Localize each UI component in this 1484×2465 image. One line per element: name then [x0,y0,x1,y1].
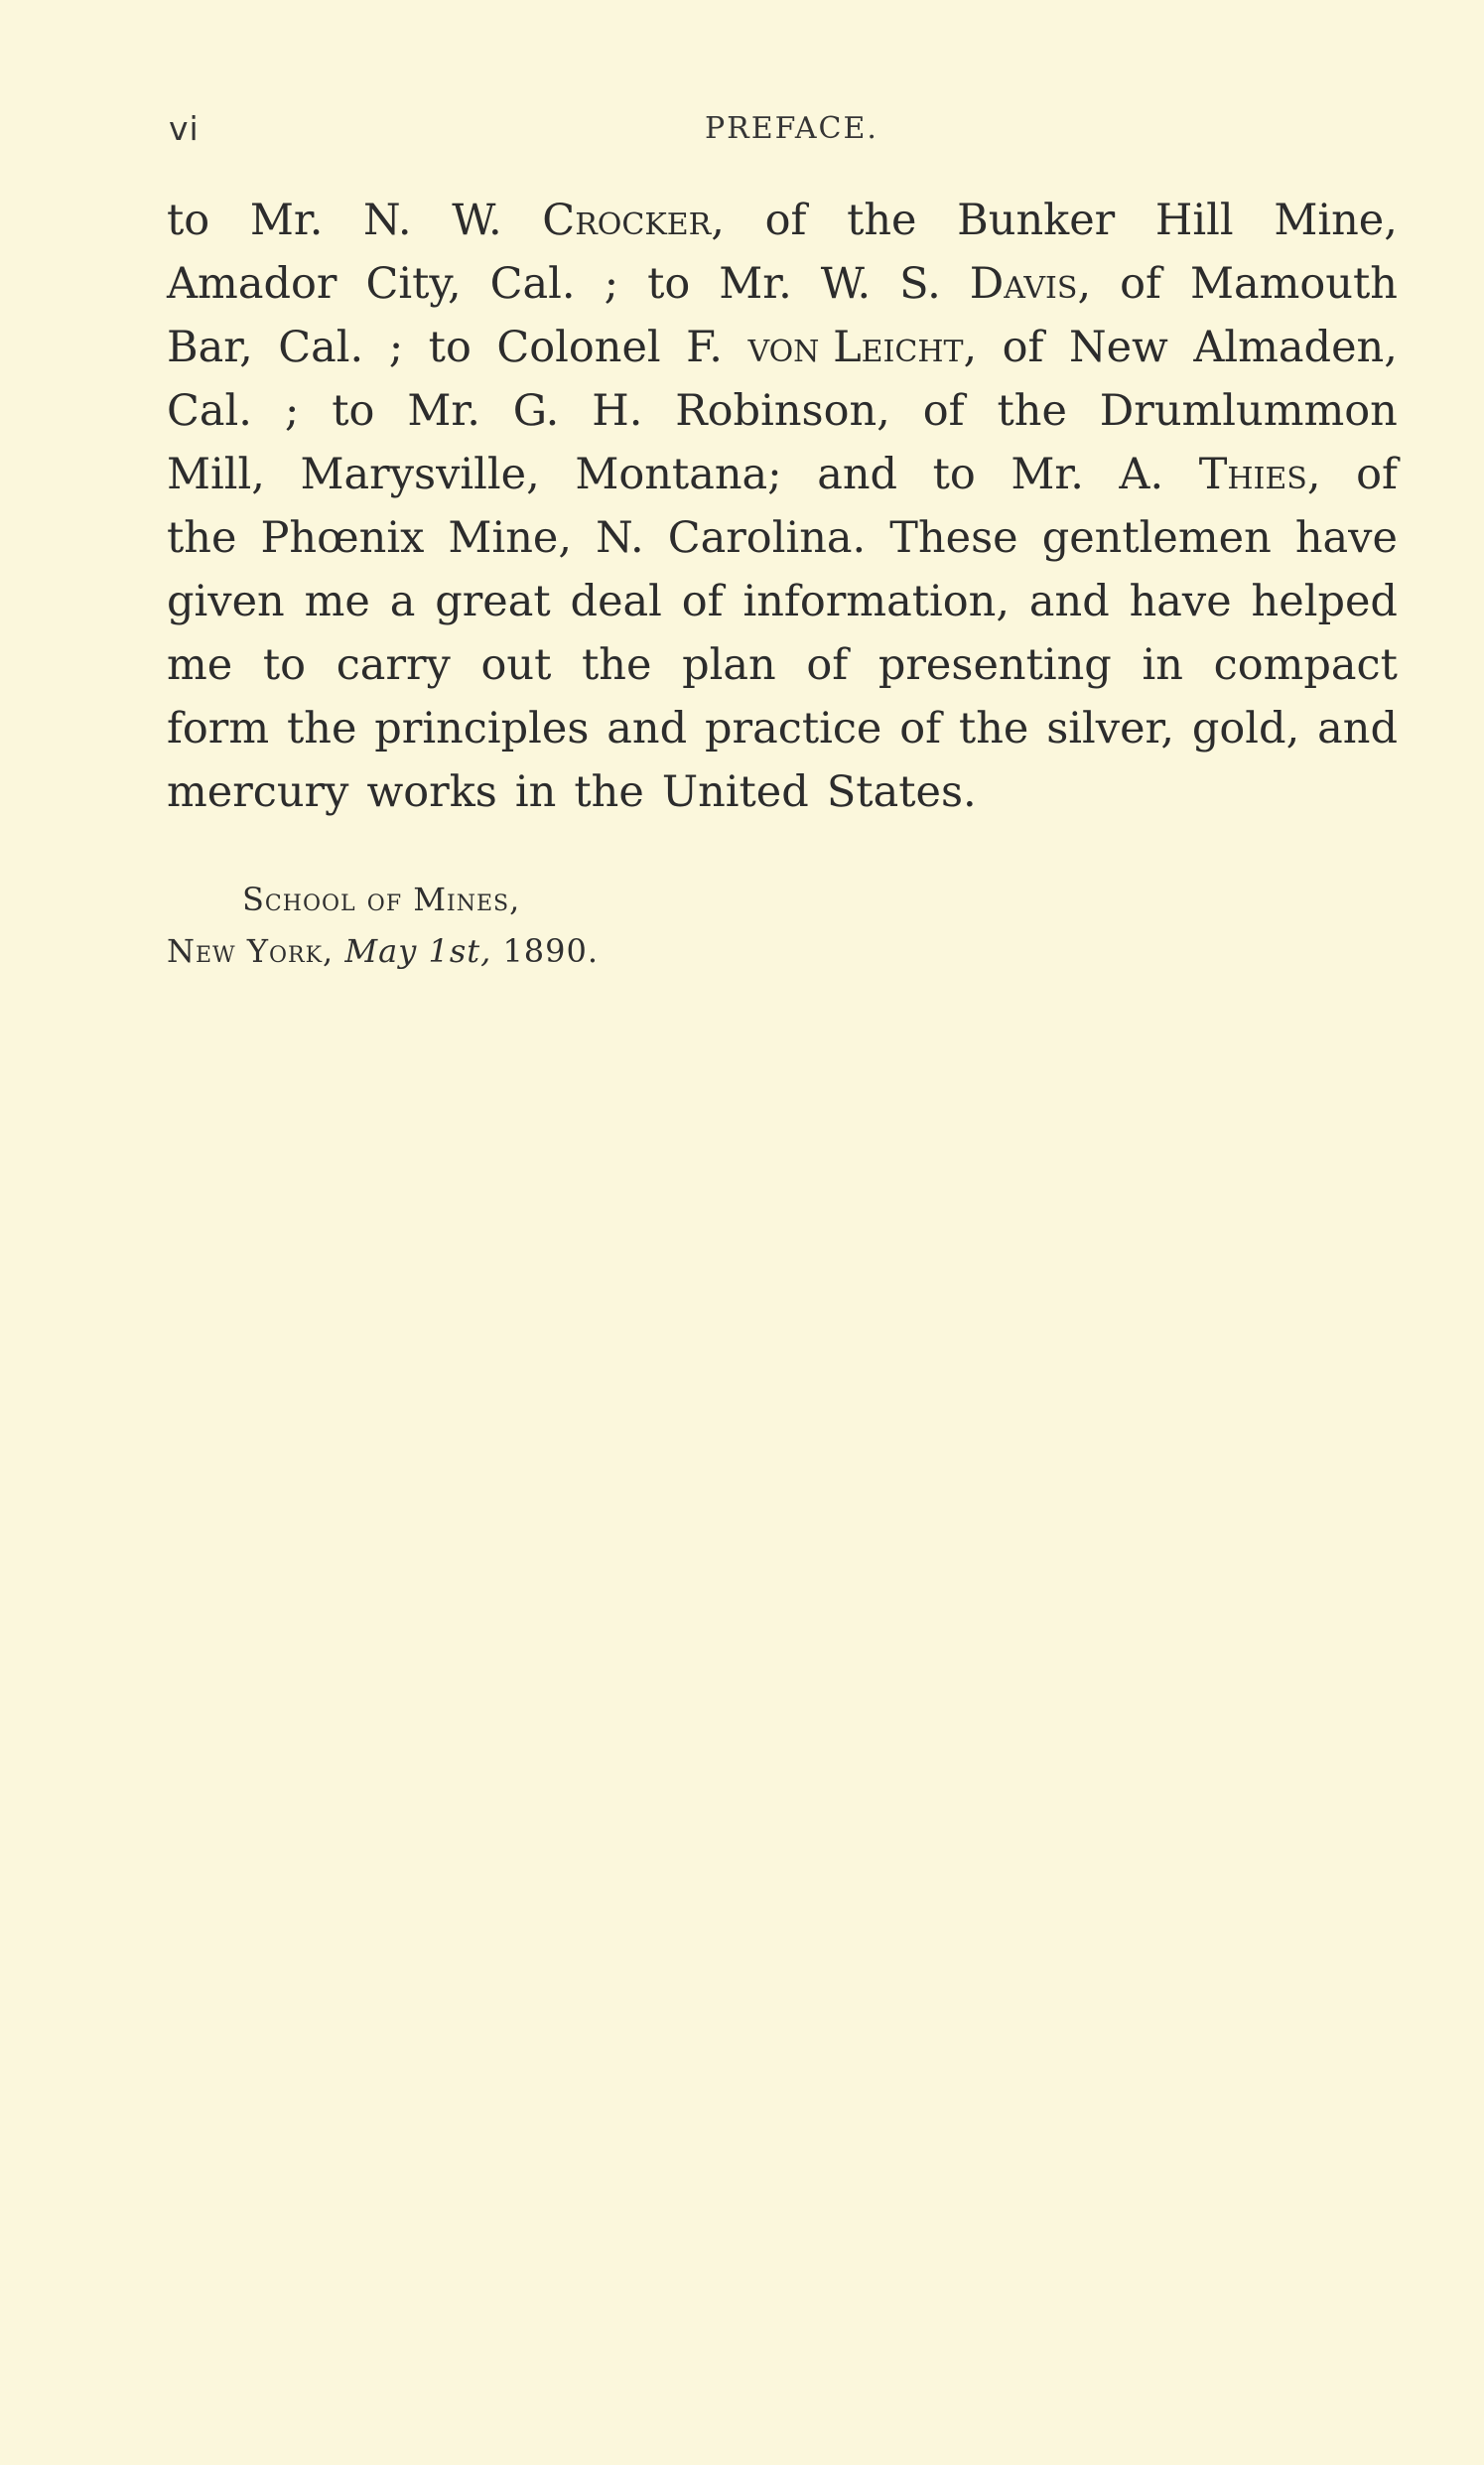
word: Crocker, [542,196,725,245]
word: Mamouth [1189,259,1398,309]
word: Mr. [249,196,324,245]
signature-institution: School of Mines, [242,881,521,918]
word: W. [820,259,872,309]
word: F. [686,323,723,372]
word: of [1002,323,1044,372]
word: ; [284,386,300,436]
word: to [647,259,691,309]
word: gentlemen [1041,513,1272,563]
word: of [1120,259,1161,309]
word: the [582,640,652,690]
word: silver, [1046,704,1175,753]
word: of [764,196,807,245]
running-title: PREFACE. [705,111,878,146]
word: G. [512,386,560,436]
word: carry [336,640,451,690]
word: great [435,577,551,626]
text-line [167,443,1398,506]
signature-place: New York, [167,932,335,970]
word: Amador [167,259,337,309]
word: given [167,577,285,626]
word: information, [742,577,1010,626]
word: have [1129,577,1232,626]
word: States. [826,767,977,817]
word: of [1356,450,1398,499]
word: to [167,196,210,245]
text-line [167,697,1398,760]
word: Colonel [496,323,661,372]
word: Mill, [167,450,265,499]
word: in [514,767,557,817]
word: principles [374,704,590,753]
word: practice [705,704,882,753]
word: Bar, [167,323,253,372]
text-line [167,570,1398,633]
word: plan [682,640,776,690]
word: City, [365,259,462,309]
word: deal [570,577,662,626]
text-line [167,760,1398,824]
word: N. [363,196,412,245]
word: ; [604,259,619,309]
word: have [1294,513,1398,563]
text-line [167,252,1398,316]
running-head [169,107,1395,151]
word: me [167,640,233,690]
word: Almaden, [1193,323,1398,372]
word: mercury [167,767,349,817]
word: von Leicht, [747,323,978,372]
word: Mr. [719,259,792,309]
word: Thies, [1198,450,1321,499]
word: Mine, [1274,196,1398,245]
word: ; [388,323,404,372]
word: Davis, [969,259,1092,309]
word: Marysville, [300,450,540,499]
word: Carolina. [667,513,867,563]
word: of [681,577,724,626]
text-line [167,316,1398,379]
word: of [922,386,965,436]
word: Montana; [575,450,782,499]
text-line [167,379,1398,443]
word: Drumlummon [1099,386,1398,436]
word: A. [1119,450,1164,499]
word: the [997,386,1067,436]
word: the [574,767,644,817]
word: the [287,704,357,753]
text-line [167,189,1398,252]
word: These [889,513,1018,563]
word: of [806,640,849,690]
word: Cal. [278,323,364,372]
word: form [167,704,270,753]
word: New [1068,323,1168,372]
signature-place-date [167,925,961,977]
word: and [1317,704,1398,753]
word: gold, [1191,704,1300,753]
word: and [607,704,688,753]
word: the [958,704,1029,753]
word: to [428,323,472,372]
signature-date: May 1st, [344,932,492,970]
word: and [1028,577,1110,626]
preface-paragraph [167,189,1398,824]
word: Mr. [407,386,480,436]
word: S. [899,259,941,309]
word: W. [452,196,502,245]
word: the [167,513,237,563]
signature-year: 1890. [502,932,600,970]
word: and [817,450,898,499]
word: N. [596,513,644,563]
word: compact [1213,640,1398,690]
word: Mr. [1011,450,1084,499]
word: Mine, [448,513,573,563]
word: to [332,386,375,436]
text-line [167,633,1398,697]
word: to [262,640,307,690]
word: in [1142,640,1183,690]
word: me [304,577,370,626]
word: Bunker [957,196,1116,245]
word: Hill [1154,196,1234,245]
word: Robinson, [675,386,890,436]
word: helped [1251,577,1398,626]
word: Cal. [167,386,252,436]
word: Phœnix [260,513,425,563]
word: Cal. [489,259,576,309]
word: presenting [877,640,1112,690]
signature-block [167,874,961,977]
word: the [847,196,917,245]
word: to [932,450,976,499]
page-number: vi [169,109,200,148]
text-line [167,506,1398,570]
word: of [899,704,942,753]
word: a [389,577,416,626]
word: works [366,767,497,817]
word: out [480,640,552,690]
word: H. [592,386,643,436]
word: United [661,767,809,817]
